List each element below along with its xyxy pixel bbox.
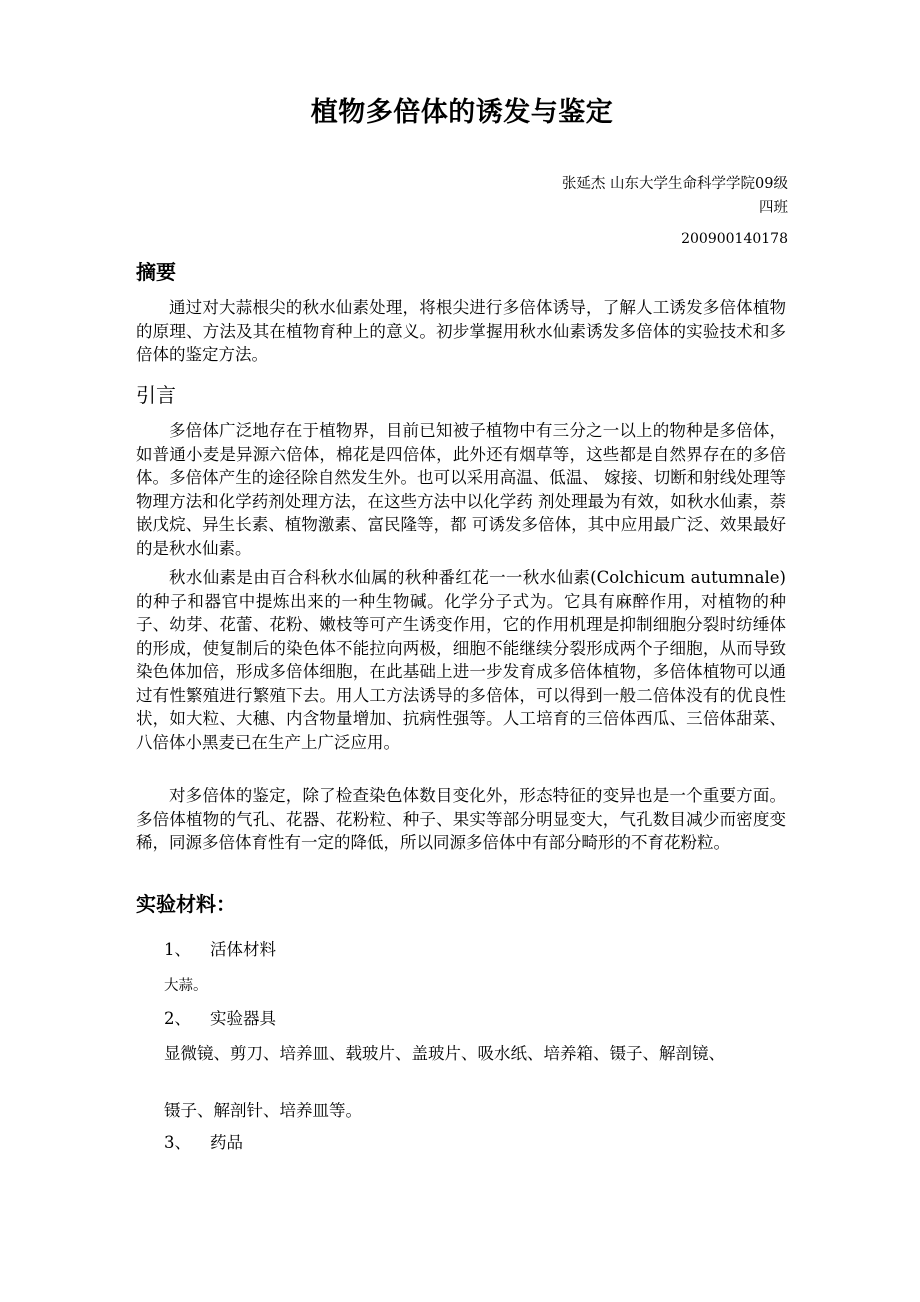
document-title: 植物多倍体的诱发与鉴定 <box>310 97 614 128</box>
tools-line-1: 显微镜、剪刀、培养皿、载玻片、盖玻片、吸水纸、培养箱、镊子、解剖镜、 <box>164 1044 725 1063</box>
list-item-number: 1、 <box>164 940 191 959</box>
live-material-text: 大蒜。 <box>164 978 208 994</box>
abstract-paragraph: 通过对大蒜根尖的秋水仙素处理，将根尖进行多倍体诱导，了解人工诱发多倍体植物的原理、方法及其在植物育种上的意义。初步掌握用秋水仙素诱发多倍体的实验技术和多倍体的鉴定方法。 <box>136 298 786 364</box>
student-id: 200900140178 <box>681 231 788 247</box>
list-item-number: 2、 <box>164 1009 191 1028</box>
intro-paragraph-3: 对多倍体的鉴定，除了检查染色体数目变化外，形态特征的变异也是一个重要方面。多倍体植物的气孔、花器、花粉粒、种子、果实等部分明显变大，气孔数目减少而密度变稀，同源多倍体育性有一定的降低，所以同源多倍体中有部分畸形的不育花粉粒。 <box>136 786 786 852</box>
materials-heading: 实验材料： <box>136 892 236 916</box>
author-class-line: 四班 <box>759 200 788 216</box>
list-item <box>164 1131 243 1155</box>
list-item-number: 3、 <box>164 1133 191 1152</box>
list-item-label: 活体材料 <box>210 940 276 959</box>
intro-heading: 引言 <box>136 383 176 407</box>
intro-paragraph-1: 多倍体广泛地存在于植物界，目前已知被子植物中有三分之一以上的物种是多倍体，如普通小麦是异源六倍体，棉花是四倍体，此外还有烟草等，这些都是自然界存在的多倍体。多倍体产生的途径除自然发生外。也可以采用高温、低温、 嫁接、切断和射线处理等物理方法和化学药剂处理方法，在这些方法中以化学药 剂处理最为有效，如秋水仙素，萘嵌戊烷、异生长素、植物激素、富民隆等，都 可诱发多倍体，其中应用最广泛、效果最好的是秋水仙素。 <box>136 421 786 558</box>
author-info <box>468 172 788 220</box>
list-item <box>164 938 276 962</box>
author-line: 张延杰 山东大学生命科学学院09级 <box>561 176 788 192</box>
list-item-label: 实验器具 <box>210 1009 276 1028</box>
list-item <box>164 1007 276 1031</box>
tools-line-2: 镊子、解剖针、培养皿等。 <box>164 1101 362 1120</box>
abstract-heading: 摘要 <box>136 260 176 284</box>
list-item-label: 药品 <box>210 1133 243 1152</box>
intro-paragraph-2: 秋水仙素是由百合科秋水仙属的秋种番红花一一秋水仙素(Colchicum autumnale)的种子和器官中提炼出来的一种生物碱。化学分子式为。它具有麻醉作用，对植物的种子、幼芽、花蕾、花粉、嫩枝等可产生诱变作用，它的作用机理是抑制细胞分裂时纺缍体的形成，使复制后的染色体不能拉向两极，细胞不能继续分裂形成两个子细胞，从而导致染色体加倍，形成多倍体细胞，在此基础上进一步发育成多倍体植物，多倍体植物可以通过有性繁殖进行繁殖下去。用人工方法诱导的多倍体，可以得到一般二倍体没有的优良性状，如大粒、大穗、内含物量增加、抗病性强等。人工培育的三倍体西瓜、三倍体甜菜、八倍体小黑麦已在生产上广泛应用。 <box>136 568 786 752</box>
